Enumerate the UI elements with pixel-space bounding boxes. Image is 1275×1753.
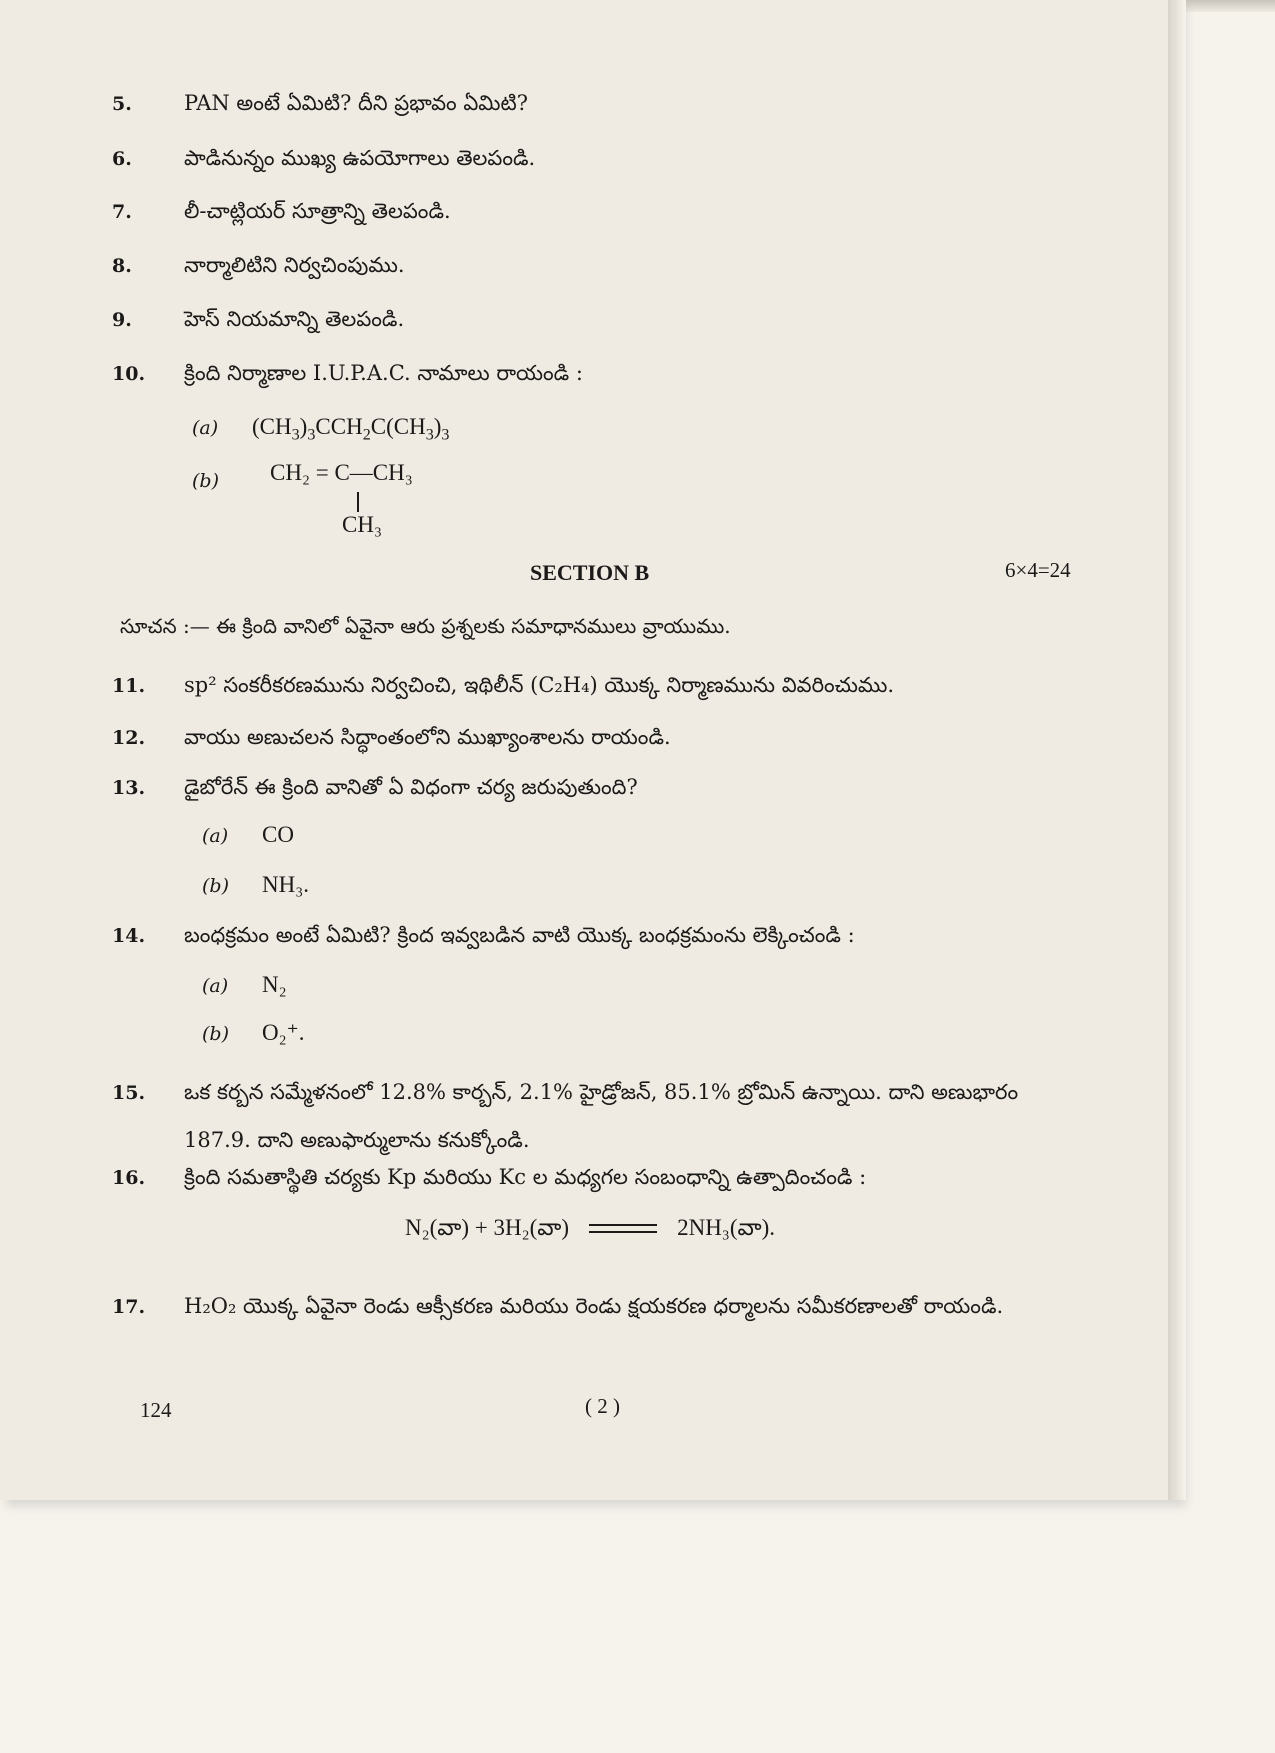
equation-reactants: N₂(వా) + 3H₂(వా) [405, 1215, 570, 1240]
instruction-note: సూచన :— ఈ క్రింది వానిలో ఏవైనా ఆరు ప్రశ్నలకు సమాధానములు వ్రాయుము. [120, 614, 731, 638]
question-text: నార్మాలిటిని నిర్వచింపుము. [184, 253, 405, 277]
question-11 [0, 670, 1180, 701]
question-number: 10. [112, 363, 146, 385]
question-number: 17. [112, 1296, 146, 1318]
question-8 [0, 250, 1180, 281]
question-10 [0, 358, 1180, 389]
formula-segment: C(CH [370, 414, 426, 439]
part-label: (a) [202, 975, 229, 997]
question-text: PAN అంటే ఏమిటి? దీని ప్రభావం ఏమిటి? [184, 91, 528, 115]
structure-main-chain: CH₂ = C—CH₃ [270, 460, 413, 485]
question-17 [0, 1282, 1180, 1330]
question-text: పాడినున్నం ముఖ్య ఉపయోగాలు తెలపండి. [184, 146, 536, 170]
formula-segment: (CH [252, 414, 292, 439]
question-text: క్రింది సమతాస్థితి చర్యకు Kp మరియు Kc ల మధ్యగల సంబంధాన్ని ఉత్పాదించండి : [184, 1165, 867, 1189]
question-12 [0, 722, 1180, 753]
question-16 [0, 1162, 1180, 1193]
question-number: 8. [112, 255, 132, 277]
q14-part-b [202, 1020, 305, 1046]
formula-subscript: 2 [362, 426, 371, 444]
question-number: 9. [112, 309, 132, 331]
structure-branch: CH₃ [342, 512, 382, 537]
question-text: ఒక కర్బన సమ్మేళనంలో 12.8% కార్బన్, 2.1% హైడ్రోజన్, 85.1% బ్రోమిన్ ఉన్నాయి. దాని అణుభారం 187.9. దాని అణుఫార్ములాను కనుక్కోండి. [184, 1080, 1019, 1152]
q14-part-a [202, 972, 287, 998]
q13-part-b [202, 872, 309, 898]
formula-subscript: 3 [441, 426, 450, 444]
q13-part-a [202, 822, 294, 848]
question-14 [0, 920, 1180, 951]
question-text: లీ-చాట్లియర్ సూత్రాన్ని తెలపండి. [184, 199, 451, 223]
question-5 [0, 88, 1180, 119]
question-9 [0, 304, 1180, 335]
question-number: 12. [112, 727, 146, 749]
q13-a-text: CO [262, 822, 294, 847]
formula-segment: CCH [315, 414, 363, 439]
question-15 [0, 1068, 1180, 1164]
formula-segment: ) [433, 414, 442, 439]
question-text: హెస్ నియమాన్ని తెలపండి. [184, 307, 405, 331]
question-text: బంధక్రమం అంటే ఏమిటి? క్రింద ఇవ్వబడిన వాటి యొక్క బంధక్రమంను లెక్కించండి : [184, 923, 855, 947]
q10-b-structure [190, 460, 510, 550]
section-marks: 6×4=24 [1005, 558, 1071, 582]
part-label: (b) [192, 470, 219, 492]
part-label: (b) [202, 1023, 229, 1045]
part-label: (a) [202, 825, 229, 847]
question-7 [0, 196, 1180, 227]
page-number: ( 2 ) [585, 1394, 620, 1418]
question-text: వాయు అణుచలన సిద్ధాంతంలోని ముఖ్యాంశాలను రాయండి. [184, 725, 671, 749]
question-number: 16. [112, 1167, 146, 1189]
structure-branch-bond [357, 492, 359, 512]
formula-subscript: 3 [307, 426, 316, 444]
formula-segment: ) [299, 414, 308, 439]
question-number: 13. [112, 777, 146, 799]
question-number: 6. [112, 148, 132, 170]
q10-part-a [192, 414, 449, 445]
formula-subscript: 3 [291, 426, 300, 444]
question-text: H₂O₂ యొక్క ఏవైనా రెండు ఆక్సీకరణ మరియు రెండు క్షయకరణ ధర్మాలను సమీకరణాలతో రాయండి. [184, 1294, 1004, 1318]
paper-code: 124 [140, 1398, 172, 1422]
equilibrium-arrow-icon [589, 1221, 657, 1235]
question-13 [0, 772, 1180, 803]
question-number: 14. [112, 925, 146, 947]
part-label: (b) [202, 875, 229, 897]
question-number: 11. [112, 675, 146, 697]
question-text: క్రింది నిర్మాణాల I.U.P.A.C. నామాలు రాయండి : [184, 361, 583, 385]
question-6 [0, 143, 1180, 174]
q10-a-formula [252, 414, 449, 445]
formula-subscript: 3 [425, 426, 434, 444]
section-title: SECTION B [530, 560, 650, 585]
part-label: (a) [192, 417, 219, 439]
question-number: 15. [112, 1082, 146, 1104]
q14-b-text: O₂⁺. [262, 1020, 305, 1045]
q16-equation [405, 1215, 775, 1247]
question-text: sp² సంకరీకరణమును నిర్వచించి, ఇథిలీన్ (C₂H₄) యొక్క నిర్మాణమును వివరించుము. [184, 673, 895, 697]
question-text: డైబోరేన్ ఈ క్రింది వానితో ఏ విధంగా చర్య జరుపుతుంది? [184, 775, 638, 799]
q14-a-text: N₂ [262, 972, 287, 997]
question-number: 5. [112, 93, 132, 115]
question-number: 7. [112, 201, 132, 223]
equation-products: 2NH₃(వా). [677, 1215, 775, 1240]
q13-b-text: NH₃. [262, 872, 309, 897]
